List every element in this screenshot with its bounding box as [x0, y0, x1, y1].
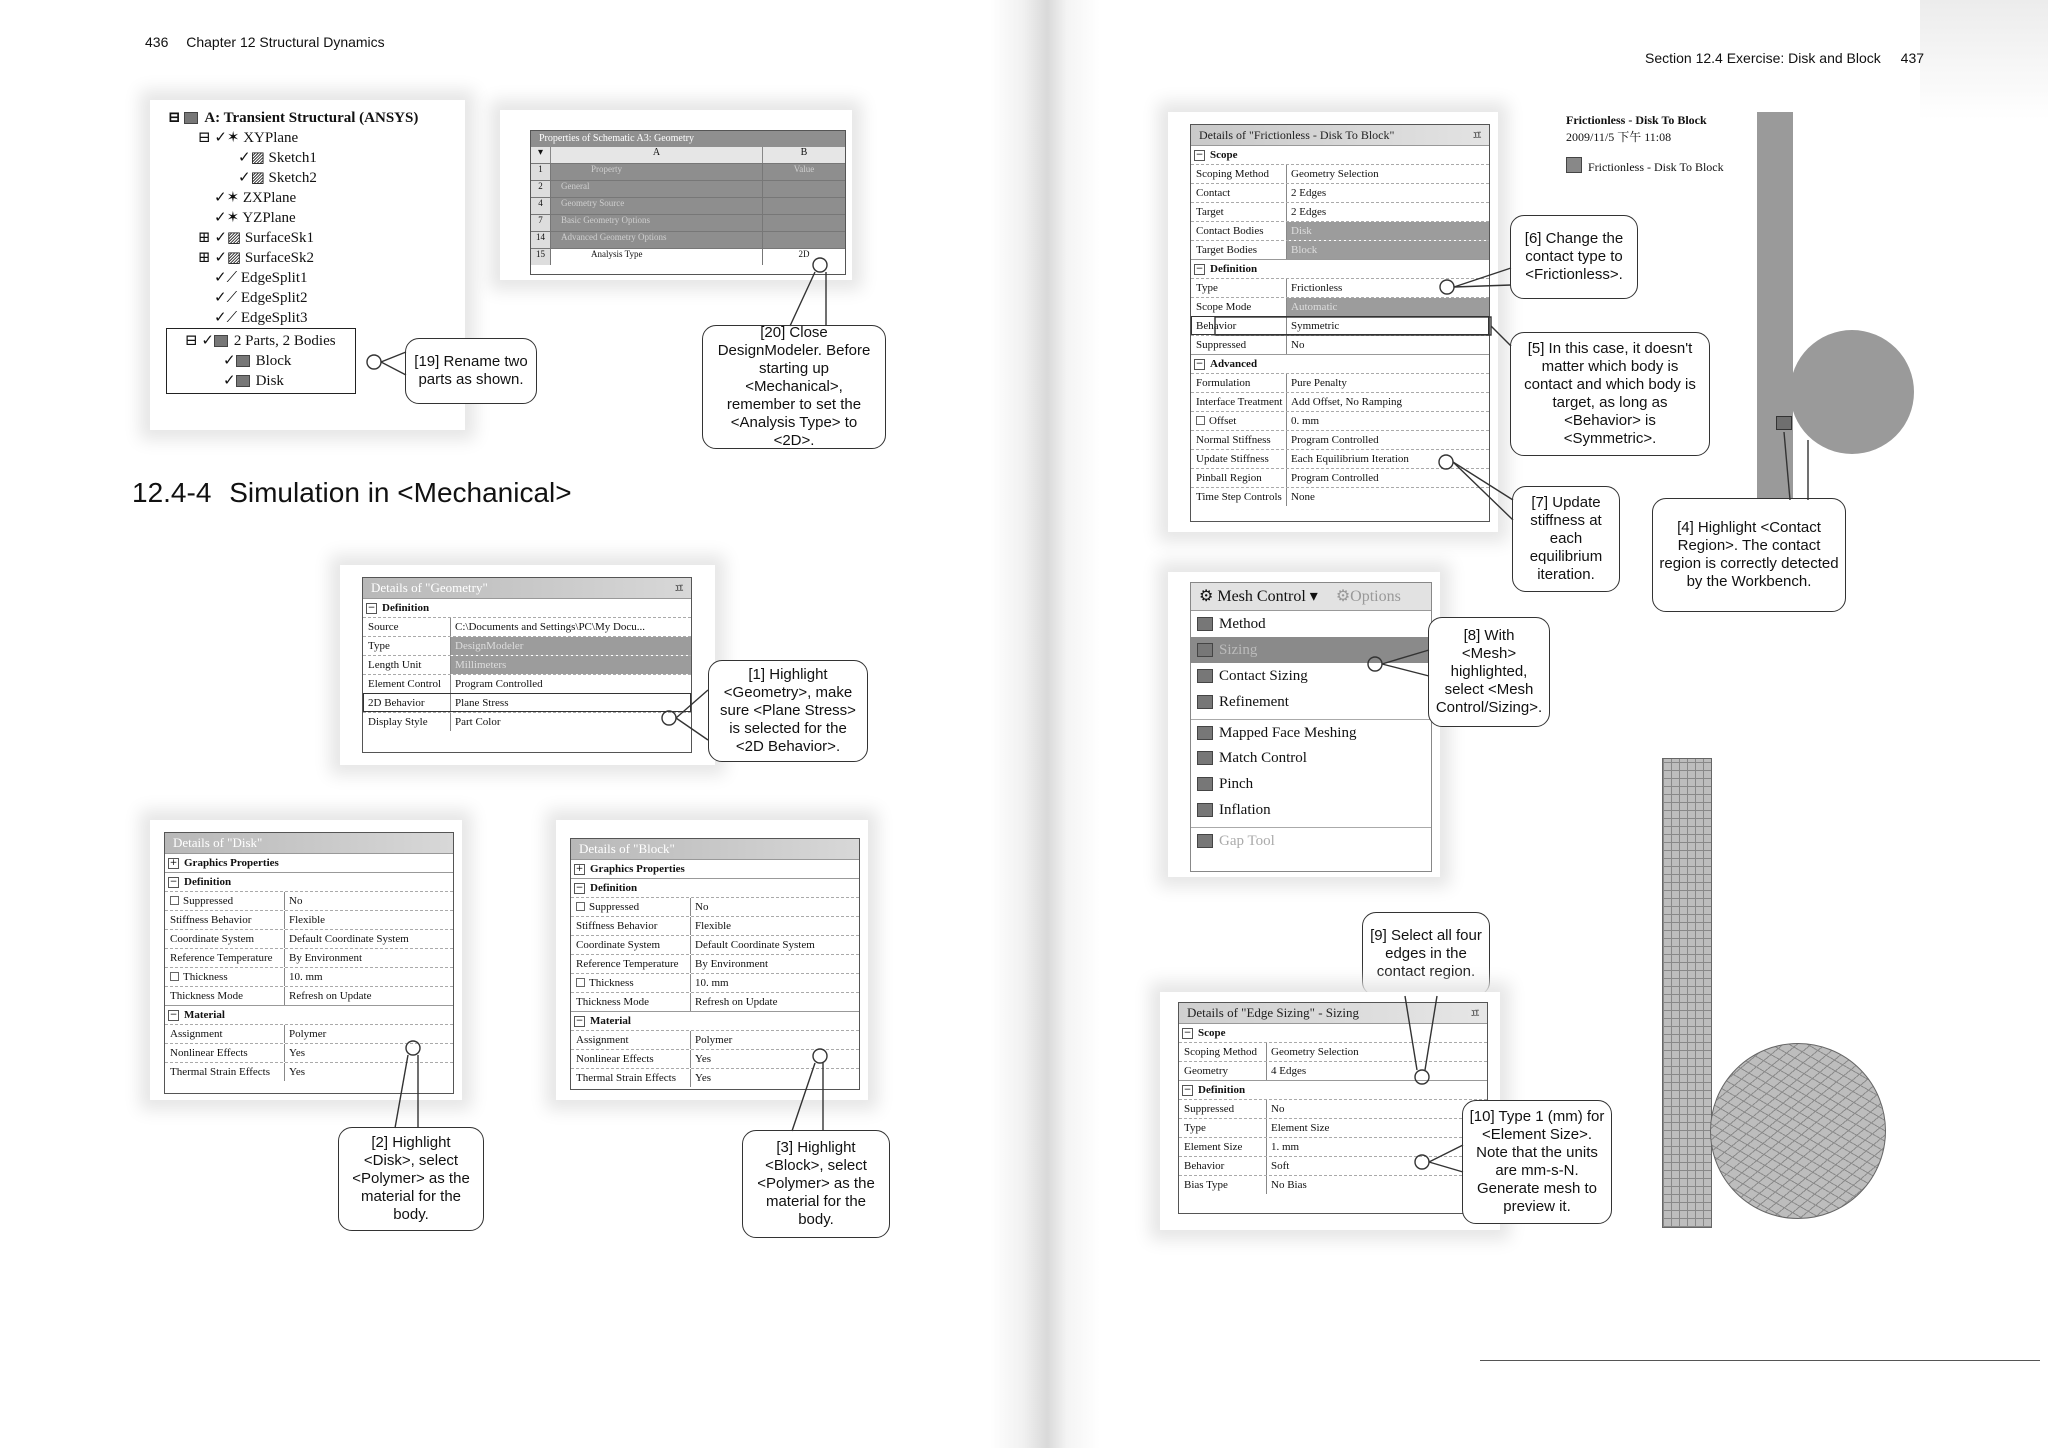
- callout-10: [10] Type 1 (mm) for <Element Size>. Note that the units are mm-s-N. Generate mesh to preview it.: [1462, 1100, 1612, 1224]
- property-value[interactable]: Program Controlled: [455, 678, 543, 690]
- mesh-menu-item[interactable]: Match Control: [1191, 745, 1431, 771]
- property-name: Update Stiffness: [1191, 450, 1287, 468]
- schematic-rows: [531, 163, 845, 265]
- contact-details-title: Details of "Frictionless - Disk To Block" ㅍ: [1191, 125, 1489, 145]
- property-name: Thickness Mode: [571, 993, 691, 1011]
- property-row[interactable]: [571, 935, 859, 954]
- options-button[interactable]: ⚙Options: [1335, 588, 1401, 605]
- property-name: Type: [363, 637, 451, 655]
- tree-item[interactable]: ✓✶ ZXPlane: [214, 190, 297, 206]
- property-row[interactable]: [1179, 1042, 1487, 1061]
- parts-highlight-box: [166, 328, 356, 394]
- mesh-item-icon: [1197, 669, 1213, 683]
- property-name: Interface Treatment: [1191, 393, 1287, 411]
- property-name: Contact Bodies: [1191, 222, 1287, 240]
- block-details-panel: [570, 838, 860, 1090]
- property-row[interactable]: [1191, 221, 1489, 240]
- property-row[interactable]: [363, 617, 691, 636]
- contact-details-screenshot: [1168, 112, 1498, 532]
- contact-section-definition[interactable]: − Definition: [1191, 259, 1489, 278]
- disk-definition-rows: [165, 891, 453, 1005]
- property-value[interactable]: C:\Documents and Settings\PC\My Docu...: [455, 621, 646, 633]
- mesh-menu-item[interactable]: Sizing: [1191, 637, 1431, 663]
- sizing-section-scope[interactable]: − Scope: [1179, 1023, 1487, 1042]
- property-name: Thickness: [571, 974, 691, 992]
- property-row[interactable]: [571, 897, 859, 916]
- contact-scope-rows: [1191, 164, 1489, 259]
- property-name: Nonlinear Effects: [165, 1044, 285, 1062]
- mesh-menu: [1190, 582, 1432, 872]
- schematic-row[interactable]: [531, 248, 845, 265]
- property-value[interactable]: By Environment: [695, 958, 769, 970]
- property-row[interactable]: [363, 693, 691, 712]
- property-row[interactable]: [571, 1049, 859, 1068]
- property-name: Assignment: [165, 1025, 285, 1043]
- mesh-menu-item[interactable]: Gap Tool: [1191, 827, 1431, 853]
- property-row[interactable]: [1191, 202, 1489, 221]
- property-row[interactable]: [1191, 335, 1489, 354]
- block-details-title: Details of "Block": [571, 839, 859, 859]
- property-name: Coordinate System: [571, 936, 691, 954]
- disk-section-material[interactable]: − Material: [165, 1005, 453, 1024]
- tree-item[interactable]: ✓▨ Sketch1: [238, 150, 317, 166]
- tree-item[interactable]: ✓✶ YZPlane: [214, 210, 296, 226]
- property-name: Thermal Strain Effects: [571, 1069, 691, 1087]
- property-name: Contact: [1191, 184, 1287, 202]
- contact-region-marker: [1776, 416, 1792, 430]
- property-row[interactable]: [1179, 1118, 1487, 1137]
- callout-2: [2] Highlight <Disk>, select <Polymer> as the material for the body.: [338, 1127, 484, 1231]
- property-row[interactable]: [571, 954, 859, 973]
- block-section-graphics[interactable]: + Graphics Properties: [571, 859, 859, 878]
- property-name: Reference Temperature: [571, 955, 691, 973]
- mesh-item-icon: [1197, 751, 1213, 765]
- property-row[interactable]: [1191, 240, 1489, 259]
- geometry-details-screenshot: [340, 565, 715, 765]
- block-section-material[interactable]: − Material: [571, 1011, 859, 1030]
- contact-section-scope[interactable]: − Scope: [1191, 145, 1489, 164]
- tree-item[interactable]: ⊟ ✓✶ XYPlane: [198, 130, 299, 146]
- disk-details-screenshot: [150, 820, 462, 1100]
- property-name: Length Unit: [363, 656, 451, 674]
- property-name: Display Style: [363, 713, 451, 731]
- property-row[interactable]: [363, 636, 691, 655]
- property-value[interactable]: Program Controlled: [1291, 434, 1379, 446]
- section-heading: [132, 477, 572, 509]
- meshed-block: [1662, 758, 1712, 1228]
- mesh-menu-item[interactable]: Contact Sizing: [1191, 663, 1431, 689]
- disk-material-rows: [165, 1024, 453, 1081]
- property-value[interactable]: Polymer: [289, 1028, 327, 1040]
- contact-advanced-rows: [1191, 373, 1489, 506]
- row-number: 4: [531, 198, 551, 214]
- callout-6: [6] Change the contact type to <Frictionless>.: [1510, 215, 1638, 299]
- property-row[interactable]: [1191, 316, 1489, 335]
- mesh-control-button[interactable]: ⚙ Mesh Control ▾: [1199, 588, 1318, 605]
- mesh-menu-item[interactable]: Pinch: [1191, 771, 1431, 797]
- property-row[interactable]: [165, 948, 453, 967]
- property-row[interactable]: [571, 973, 859, 992]
- row-number: 1: [531, 164, 551, 180]
- property-value[interactable]: Pure Penalty: [1291, 377, 1347, 389]
- sizing-details-title: Details of "Edge Sizing" - Sizing ㅍ: [1179, 1003, 1487, 1023]
- schematic-screenshot: [500, 110, 852, 280]
- tree-item[interactable]: ✓⟋ EdgeSplit1: [214, 270, 308, 286]
- property-row[interactable]: [1191, 392, 1489, 411]
- property-row[interactable]: [165, 1024, 453, 1043]
- page-rule: [1480, 1360, 2040, 1361]
- tree-item[interactable]: ✓⟋ EdgeSplit3: [214, 310, 308, 326]
- property-name: Behavior: [1191, 317, 1287, 335]
- property-value[interactable]: No: [1271, 1103, 1285, 1115]
- property-name: Source: [363, 618, 451, 636]
- property-row[interactable]: [1191, 449, 1489, 468]
- legend-swatch: [1566, 157, 1582, 173]
- left-chapter-title: Chapter 12 Structural Dynamics: [186, 34, 385, 50]
- row-value[interactable]: Value: [793, 164, 815, 174]
- col-b: B: [800, 147, 808, 158]
- callout-9: [9] Select all four edges in the contact region.: [1362, 912, 1490, 996]
- property-value[interactable]: 2 Edges: [1291, 206, 1327, 218]
- row-property: Advanced Geometry Options: [551, 232, 763, 248]
- property-value[interactable]: Plane Stress: [455, 697, 509, 709]
- mesh-item-icon: [1197, 643, 1213, 657]
- sizing-details-panel: [1178, 1002, 1488, 1214]
- block-details-screenshot: [556, 820, 868, 1100]
- mesh-toolbar: [1191, 583, 1431, 611]
- property-name: Element Control: [363, 675, 451, 693]
- section-title: Simulation in <Mechanical>: [229, 477, 572, 508]
- callout-5: [5] In this case, it doesn't matter which body is contact and which body is target, as long as <Behavior> is <Symmetric>.: [1510, 332, 1710, 456]
- schematic-row[interactable]: [531, 197, 845, 214]
- row-value[interactable]: [763, 181, 845, 197]
- geometry-rows: [363, 617, 691, 731]
- property-value[interactable]: Yes: [289, 1047, 306, 1059]
- property-name: Scope Mode: [1191, 298, 1287, 316]
- property-value[interactable]: 0. mm: [1291, 415, 1320, 427]
- property-row[interactable]: [571, 916, 859, 935]
- property-value[interactable]: Polymer: [695, 1034, 733, 1046]
- property-name: Coordinate System: [165, 930, 285, 948]
- property-name: Suppressed: [1191, 336, 1287, 354]
- mesh-menu-screenshot: [1168, 572, 1440, 877]
- property-value[interactable]: Disk: [1287, 222, 1489, 240]
- mesh-item-icon: [1197, 834, 1213, 848]
- contact-view-title: Frictionless - Disk To Block: [1566, 113, 1707, 127]
- property-name: Type: [1179, 1119, 1267, 1137]
- block-body: [1757, 112, 1793, 502]
- section-number: 12.4-4: [132, 477, 212, 508]
- property-value[interactable]: Yes: [695, 1053, 712, 1065]
- property-name: Scoping Method: [1191, 165, 1287, 183]
- property-name: Nonlinear Effects: [571, 1050, 691, 1068]
- mesh-item-icon: [1197, 777, 1213, 791]
- tree-part-disk[interactable]: ✓ Disk: [223, 373, 284, 389]
- row-property: General: [551, 181, 763, 197]
- geometry-section-definition[interactable]: − Definition: [363, 598, 691, 617]
- property-row[interactable]: [165, 1062, 453, 1081]
- property-row[interactable]: [1179, 1137, 1487, 1156]
- property-value[interactable]: Refresh on Update: [289, 990, 372, 1002]
- mesh-item-icon: [1197, 803, 1213, 817]
- property-value[interactable]: Refresh on Update: [695, 996, 778, 1008]
- row-number: 14: [531, 232, 551, 248]
- property-row[interactable]: [363, 712, 691, 731]
- property-name: Scoping Method: [1179, 1043, 1267, 1061]
- property-value[interactable]: Flexible: [289, 914, 326, 926]
- schematic-row[interactable]: [531, 231, 845, 248]
- property-row[interactable]: [363, 674, 691, 693]
- contact-view-legend: Frictionless - Disk To Block: [1588, 160, 1724, 174]
- property-name: Type: [1191, 279, 1287, 297]
- mesh-menu-item[interactable]: Mapped Face Meshing: [1191, 719, 1431, 745]
- property-name: 2D Behavior: [363, 694, 451, 712]
- property-name: Pinball Region: [1191, 469, 1287, 487]
- row-property: Analysis Type: [551, 249, 763, 265]
- mesh-item-icon: [1197, 695, 1213, 709]
- mesh-menu-item[interactable]: Inflation: [1191, 797, 1431, 823]
- property-value[interactable]: Program Controlled: [1291, 472, 1379, 484]
- property-value[interactable]: 10. mm: [695, 977, 729, 989]
- property-row[interactable]: [165, 986, 453, 1005]
- property-name: Formulation: [1191, 374, 1287, 392]
- property-name: Target Bodies: [1191, 241, 1287, 259]
- tree-item[interactable]: ✓▨ Sketch2: [238, 170, 317, 186]
- property-value[interactable]: Default Coordinate System: [289, 933, 409, 945]
- property-row[interactable]: [1191, 430, 1489, 449]
- property-name: Thickness Mode: [165, 987, 285, 1005]
- block-material-rows: [571, 1030, 859, 1087]
- schematic-row[interactable]: [531, 214, 845, 231]
- property-value[interactable]: Geometry Selection: [1291, 168, 1379, 180]
- property-value[interactable]: Geometry Selection: [1271, 1046, 1359, 1058]
- row-property: Geometry Source: [551, 198, 763, 214]
- property-value[interactable]: Each Equilibrium Iteration: [1291, 453, 1409, 465]
- property-row[interactable]: [1191, 373, 1489, 392]
- property-value[interactable]: 2 Edges: [1291, 187, 1327, 199]
- meshed-disk: [1710, 1043, 1886, 1219]
- disk-body: [1790, 330, 1914, 454]
- row-number: 7: [531, 215, 551, 231]
- property-row[interactable]: [165, 967, 453, 986]
- property-row[interactable]: [1179, 1099, 1487, 1118]
- property-value[interactable]: DesignModeler: [451, 637, 691, 655]
- page-edge-shadow: [1920, 0, 2048, 120]
- property-name: Thickness: [165, 968, 285, 986]
- sizing-definition-rows: [1179, 1099, 1487, 1194]
- property-value[interactable]: Flexible: [695, 920, 732, 932]
- callout-8: [8] With <Mesh> highlighted, select <Mesh Control/Sizing>.: [1428, 617, 1550, 727]
- property-value[interactable]: Element Size: [1271, 1122, 1330, 1134]
- tree-part-block[interactable]: ✓ Block: [223, 353, 292, 369]
- property-row[interactable]: [1191, 487, 1489, 506]
- property-row[interactable]: [1191, 411, 1489, 430]
- tree-item[interactable]: ⊞ ✓▨ SurfaceSk2: [198, 250, 314, 266]
- row-number: 15: [531, 249, 551, 265]
- property-name: Stiffness Behavior: [165, 911, 285, 929]
- callout-20: [20] Close DesignModeler. Before starting up <Mechanical>, remember to set the <Analysis Type> to <2D>.: [702, 325, 886, 449]
- block-definition-rows: [571, 897, 859, 1011]
- property-value[interactable]: Block: [1287, 241, 1489, 259]
- property-name: Behavior: [1179, 1157, 1267, 1175]
- property-name: Thermal Strain Effects: [165, 1063, 285, 1081]
- right-page-number: 437: [1900, 50, 1925, 66]
- callout-4: [4] Highlight <Contact Region>. The contact region is correctly detected by the Workbench.: [1652, 498, 1846, 612]
- property-value[interactable]: None: [1291, 491, 1315, 503]
- schematic-header: ▾ A B: [531, 147, 845, 163]
- contact-definition-rows: [1191, 278, 1489, 354]
- row-number: 2: [531, 181, 551, 197]
- mesh-menu-item[interactable]: Method: [1191, 611, 1431, 637]
- property-value[interactable]: No Bias: [1271, 1179, 1307, 1191]
- right-section-title: Section 12.4 Exercise: Disk and Block: [1645, 50, 1881, 66]
- property-row[interactable]: [571, 1030, 859, 1049]
- row-value[interactable]: [763, 215, 845, 231]
- property-value[interactable]: By Environment: [289, 952, 363, 964]
- property-value[interactable]: No: [1291, 339, 1305, 351]
- property-value[interactable]: No: [695, 901, 709, 913]
- property-row[interactable]: [571, 1068, 859, 1087]
- row-value[interactable]: 2D: [798, 249, 810, 259]
- tree-root[interactable]: ⊟ A: Transient Structural (ANSYS): [168, 110, 419, 126]
- mesh-menu-items: [1191, 611, 1431, 853]
- sizing-scope-rows: [1179, 1042, 1487, 1080]
- property-name: Assignment: [571, 1031, 691, 1049]
- property-name: Element Size: [1179, 1138, 1267, 1156]
- property-name: Geometry: [1179, 1062, 1267, 1080]
- property-value[interactable]: Automatic: [1287, 298, 1489, 316]
- property-value[interactable]: Default Coordinate System: [695, 939, 815, 951]
- property-value[interactable]: Millimeters: [451, 656, 691, 674]
- disk-section-definition[interactable]: − Definition: [165, 872, 453, 891]
- property-value[interactable]: Add Offset, No Ramping: [1291, 396, 1403, 408]
- tree-item[interactable]: ✓⟋ EdgeSplit2: [214, 290, 308, 306]
- contact-view-timestamp: 2009/11/5 下午 11:08: [1566, 130, 1672, 144]
- property-name: Reference Temperature: [165, 949, 285, 967]
- disk-details-panel: [164, 832, 454, 1094]
- tree-item[interactable]: ⊞ ✓▨ SurfaceSk1: [198, 230, 314, 246]
- row-value[interactable]: [763, 198, 845, 214]
- right-page-header: [1645, 50, 1924, 66]
- block-section-definition[interactable]: − Definition: [571, 878, 859, 897]
- property-name: Normal Stiffness: [1191, 431, 1287, 449]
- left-page-header: [145, 34, 385, 50]
- property-row[interactable]: [1179, 1156, 1487, 1175]
- contact-view-info: [1566, 113, 1724, 175]
- mesh-item-icon: [1197, 726, 1213, 740]
- property-row[interactable]: [1191, 278, 1489, 297]
- property-name: Target: [1191, 203, 1287, 221]
- property-value[interactable]: 10. mm: [289, 971, 323, 983]
- callout-3: [3] Highlight <Block>, select <Polymer> as the material for the body.: [742, 1130, 890, 1238]
- property-name: Suppressed: [571, 898, 691, 916]
- property-value[interactable]: Yes: [289, 1066, 306, 1078]
- row-property: Property: [551, 164, 763, 180]
- col-a: A: [551, 147, 763, 163]
- property-row[interactable]: [1191, 164, 1489, 183]
- callout-7: [7] Update stiffness at each equilibrium iteration.: [1512, 486, 1620, 592]
- sizing-section-definition[interactable]: − Definition: [1179, 1080, 1487, 1099]
- property-value[interactable]: No: [289, 895, 303, 907]
- property-value[interactable]: 1. mm: [1271, 1141, 1300, 1153]
- schematic-title: Properties of Schematic A3: Geometry: [531, 131, 845, 147]
- property-row[interactable]: [165, 1043, 453, 1062]
- property-value[interactable]: Frictionless: [1291, 282, 1343, 294]
- property-value[interactable]: Part Color: [455, 716, 501, 728]
- property-name: Suppressed: [1179, 1100, 1267, 1118]
- property-name: Offset: [1191, 412, 1287, 430]
- left-page-number: 436: [145, 34, 169, 50]
- property-value[interactable]: 4 Edges: [1271, 1065, 1307, 1077]
- disk-details-title: Details of "Disk": [165, 833, 453, 853]
- mesh-menu-item[interactable]: Refinement: [1191, 689, 1431, 715]
- property-row[interactable]: [165, 891, 453, 910]
- contact-section-advanced[interactable]: − Advanced: [1191, 354, 1489, 373]
- property-name: Stiffness Behavior: [571, 917, 691, 935]
- property-row[interactable]: [1191, 468, 1489, 487]
- property-row[interactable]: [363, 655, 691, 674]
- book-gutter: [990, 0, 1100, 1448]
- contact-details-panel: [1190, 124, 1490, 522]
- property-row[interactable]: [165, 929, 453, 948]
- property-name: Bias Type: [1179, 1176, 1267, 1194]
- mesh-item-icon: [1197, 617, 1213, 631]
- property-value[interactable]: Soft: [1271, 1160, 1290, 1172]
- schematic-row[interactable]: [531, 180, 845, 197]
- disk-section-graphics[interactable]: + Graphics Properties: [165, 853, 453, 872]
- sizing-details-screenshot: [1160, 992, 1500, 1230]
- schematic-row[interactable]: [531, 163, 845, 180]
- property-row[interactable]: [1179, 1175, 1487, 1194]
- property-row[interactable]: [1191, 297, 1489, 316]
- callout-1: [1] Highlight <Geometry>, make sure <Plane Stress> is selected for the <2D Behavior>.: [708, 660, 868, 762]
- property-row[interactable]: [1191, 183, 1489, 202]
- tree-parts[interactable]: ⊟ ✓ 2 Parts, 2 Bodies: [185, 333, 336, 349]
- property-name: Time Step Controls: [1191, 488, 1287, 506]
- schematic-properties-panel: [530, 130, 846, 275]
- row-value[interactable]: [763, 232, 845, 248]
- property-row[interactable]: [165, 910, 453, 929]
- property-value[interactable]: Symmetric: [1291, 320, 1340, 332]
- callout-19: [19] Rename two parts as shown.: [405, 338, 537, 404]
- property-value[interactable]: Yes: [695, 1072, 712, 1084]
- property-row[interactable]: [1179, 1061, 1487, 1080]
- row-property: Basic Geometry Options: [551, 215, 763, 231]
- geometry-details-panel: [362, 577, 692, 753]
- property-row[interactable]: [571, 992, 859, 1011]
- geometry-details-title: Details of "Geometry" ㅍ: [363, 578, 691, 598]
- property-name: Suppressed: [165, 892, 285, 910]
